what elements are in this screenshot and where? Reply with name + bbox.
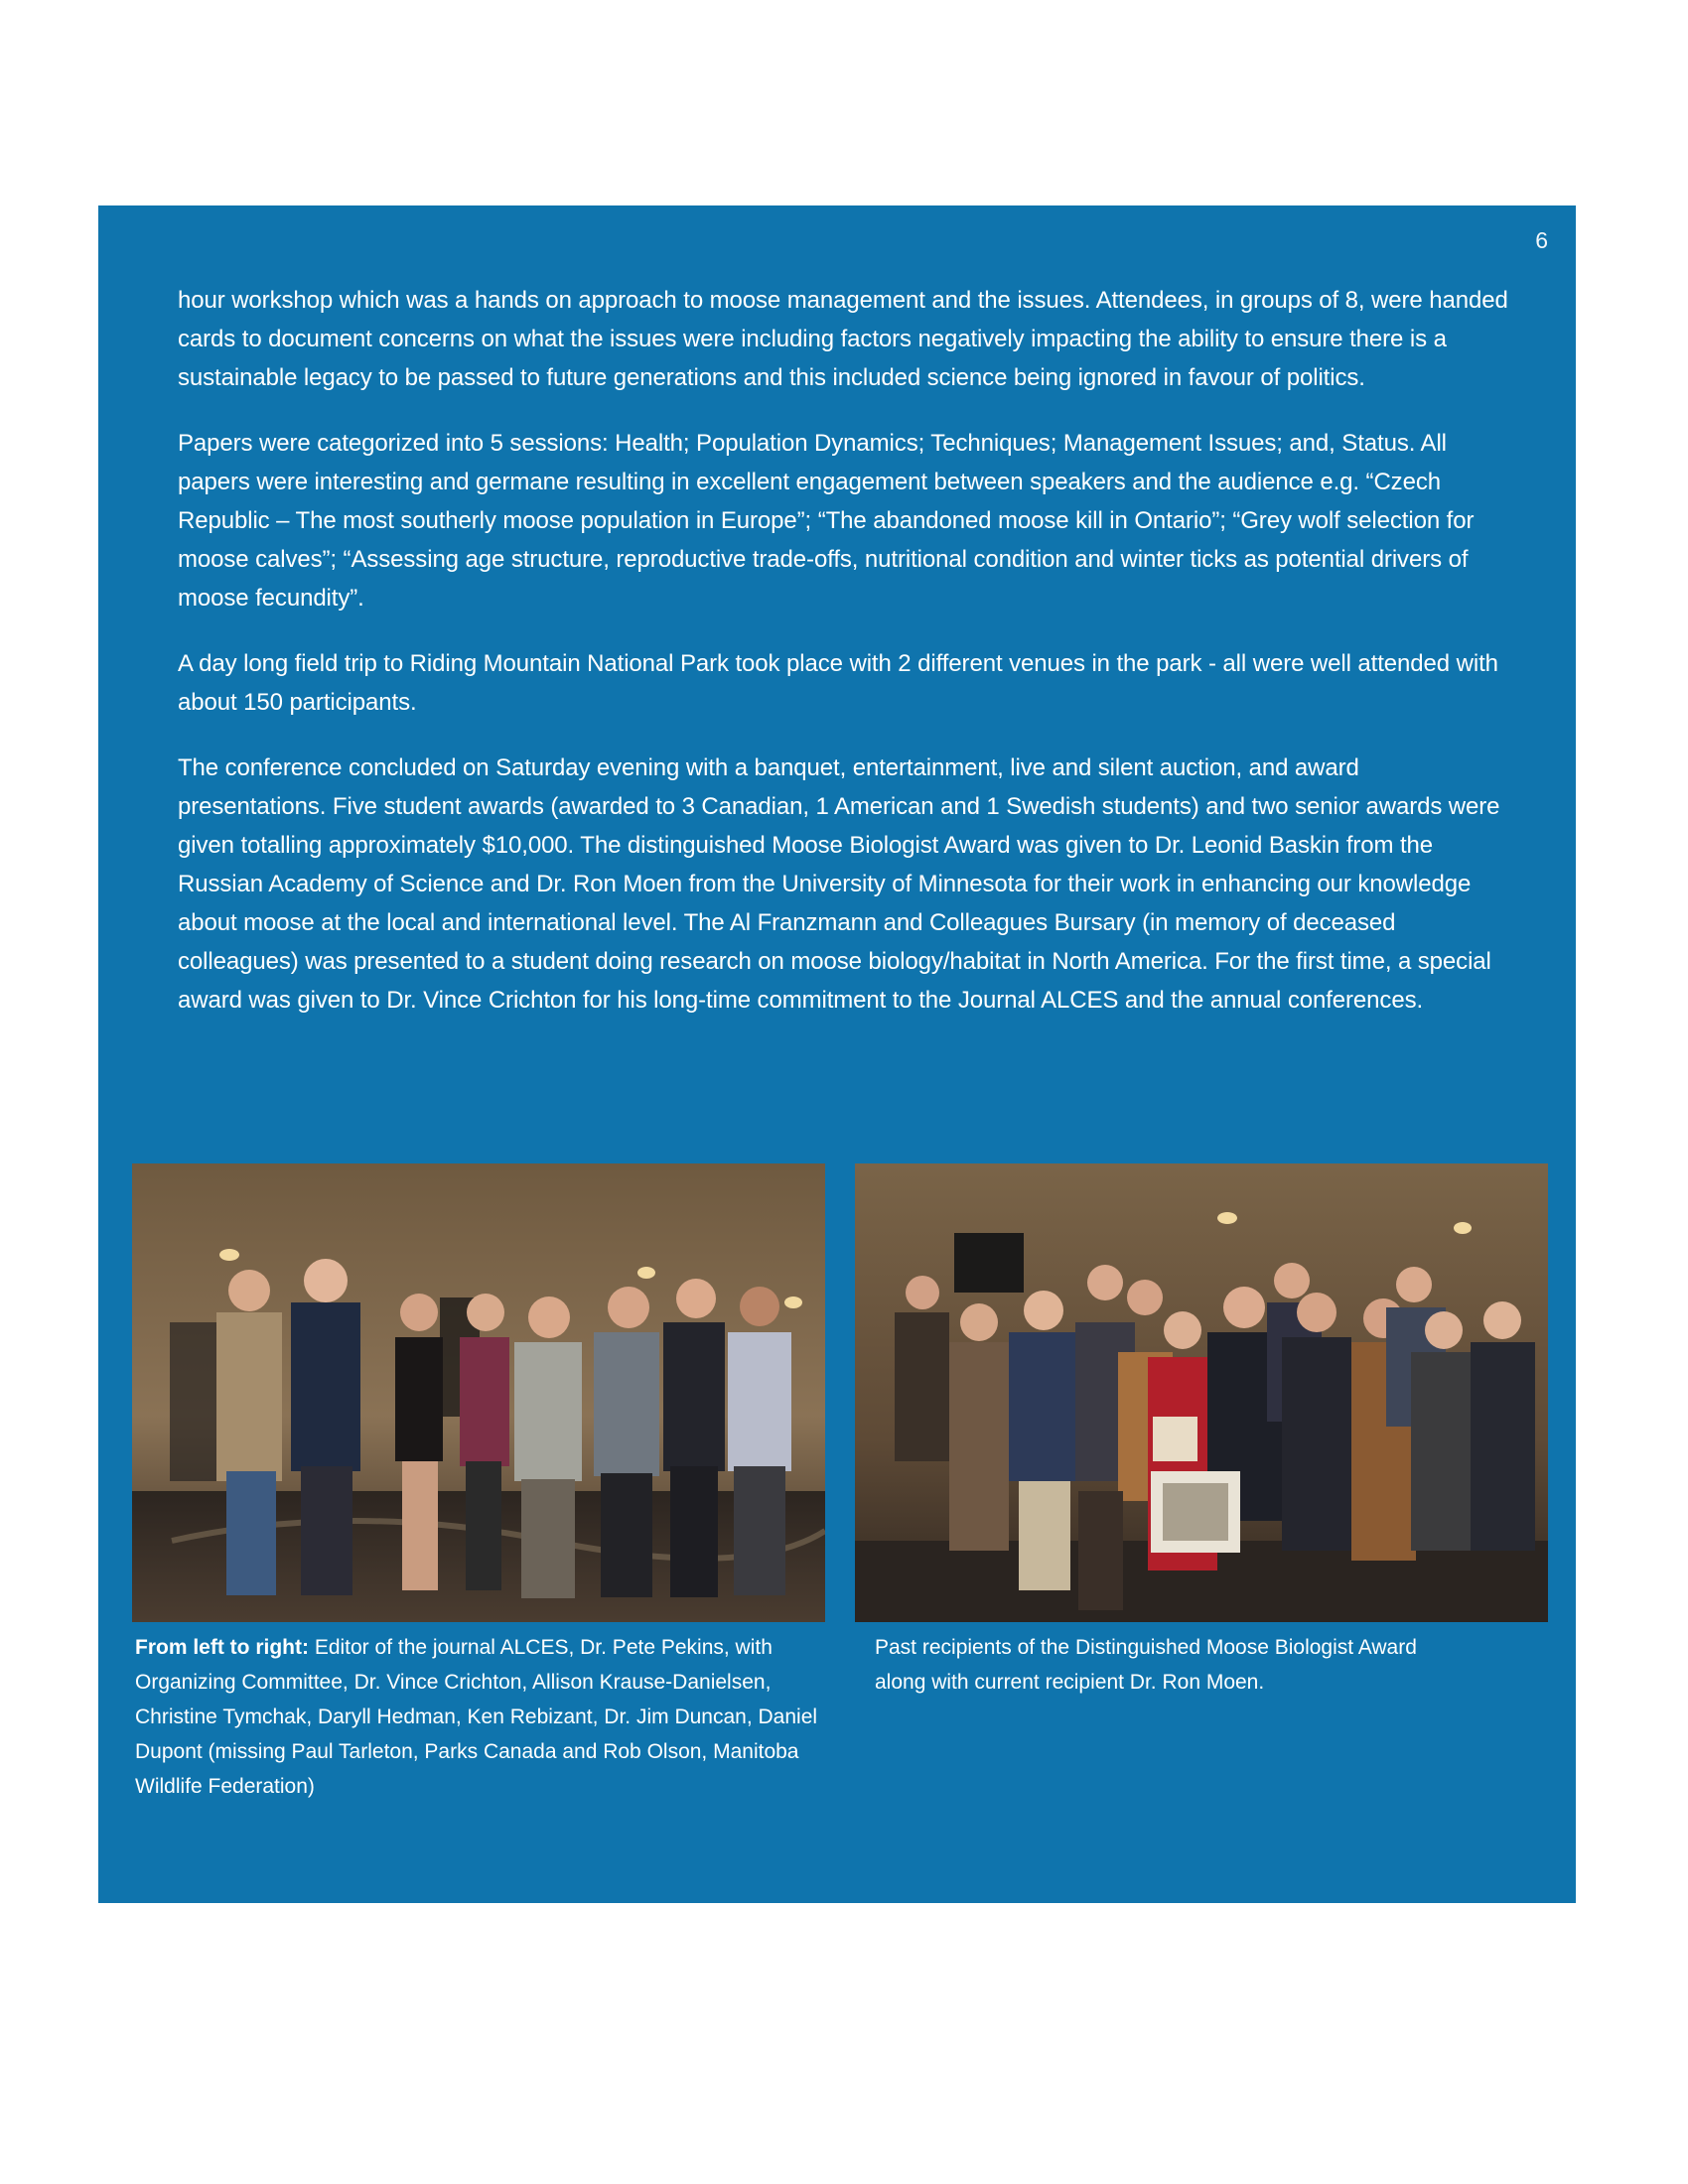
paragraph-sessions: Papers were categorized into 5 sessions: Health; Population Dynamics; Techniques; Management Issues; and, Status. All papers were interesting and germane resulting in excellent engagement between speakers and the audience e.g. “Czech Republic – The most southerly moose population in Europe”; “The abandoned moose kill in Ontario”; “Grey wolf selection for moose calves”; “Assessing age structure, reproductive trade-offs, nutritional condition and winter ticks as potential drivers of moose fecundity”. [178,430,1475,612]
content-panel [98,205,1576,1903]
caption-right-text: Past recipients of the Distinguished Moose Biologist Award along with current recipient Dr. Ron Moen. [875,1636,1417,1694]
group-photo-image [132,1163,825,1622]
paragraph-banquet: The conference concluded on Saturday evening with a banquet, entertainment, live and silent auction, and award presentations. Five student awards (awarded to 3 Canadian, 1 American and 1 Swedish students) and two senior awards were given totalling approximately $10,000. The distinguished Moose Biologist Award was given to Dr. Leonid Baskin from the Russian Academy of Science and Dr. Ron Moen from the University of Minnesota for their work in enhancing our knowledge about moose at the local and international level. The Al Franzmann and Colleagues Bursary (in memory of deceased colleagues) was presented to a student doing research on moose biology/habitat in North America. For the first time, a special award was given to Dr. Vince Crichton for his long-time commitment to the Journal ALCES and the annual conferences. [178,754,1500,1014]
page-number: 6 [1535,227,1548,253]
caption-left [135,1630,820,1804]
group-photo-image [855,1163,1548,1622]
caption-lead: From left to right: [135,1636,309,1659]
paragraph-field-trip: A day long field trip to Riding Mountain National Park took place with 2 different venues in the park - all were well attended with about 150 participants. [178,650,1498,716]
paragraph-workshop: hour workshop which was a hands on approach to moose management and the issues. Attendees, in groups of 8, were handed cards to document concerns on what the issues were including factors negatively impacting the ability to ensure there is a sustainable legacy to be passed to future generations and this included science being ignored in favour of politics. [178,287,1508,391]
article-body [178,281,1513,1046]
photo-past-recipients [855,1163,1548,1622]
photo-organizing-committee [132,1163,825,1622]
caption-left-text: Editor of the journal ALCES, Dr. Pete Pekins, with Organizing Committee, Dr. Vince Crichton, Allison Krause-Danielsen, Christine Tymchak, Daryll Hedman, Ken Rebizant, Dr. Jim Duncan, Daniel Dupont (missing Paul Tarleton, Parks Canada and Rob Olson, Manitoba Wildlife Federation) [135,1636,818,1798]
caption-right [875,1630,1471,1700]
